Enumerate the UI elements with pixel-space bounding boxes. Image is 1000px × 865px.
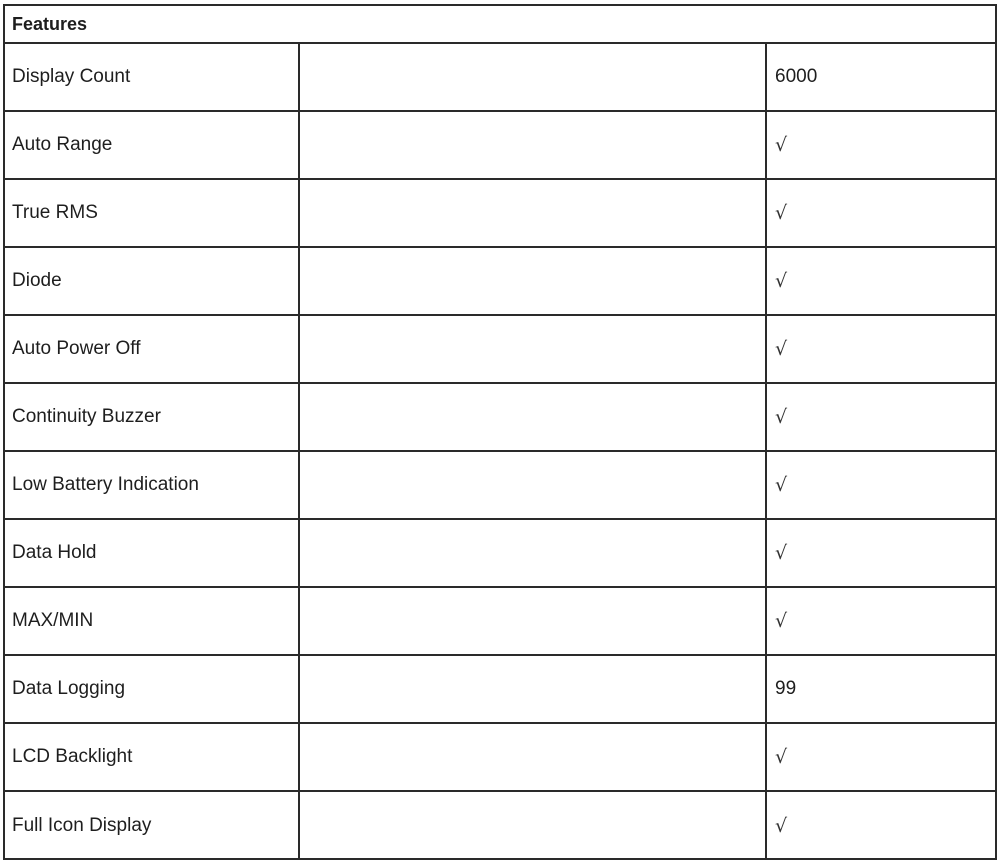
check-mark-icon: √ xyxy=(775,134,788,156)
feature-name-cell: Low Battery Indication xyxy=(5,452,300,518)
feature-name-cell: MAX/MIN xyxy=(5,588,300,654)
empty-cell xyxy=(300,520,767,586)
table-row xyxy=(5,452,995,520)
feature-name-cell: True RMS xyxy=(5,180,300,246)
feature-value-cell xyxy=(767,112,995,178)
table-row xyxy=(5,180,995,248)
feature-name-cell: Data Hold xyxy=(5,520,300,586)
feature-name-cell: Auto Range xyxy=(5,112,300,178)
table-row xyxy=(5,44,995,112)
check-mark-icon: √ xyxy=(775,202,788,224)
feature-value-cell xyxy=(767,452,995,518)
feature-value-cell xyxy=(767,180,995,246)
feature-value-cell xyxy=(767,520,995,586)
check-mark-icon: √ xyxy=(775,474,788,496)
feature-value-cell xyxy=(767,724,995,790)
feature-value: 99 xyxy=(775,678,797,699)
feature-value-cell xyxy=(767,248,995,314)
feature-value-cell xyxy=(767,588,995,654)
feature-value-cell xyxy=(767,792,995,859)
feature-name-cell: Data Logging xyxy=(5,656,300,722)
empty-cell xyxy=(300,112,767,178)
check-mark-icon: √ xyxy=(775,542,788,564)
feature-name-cell: Diode xyxy=(5,248,300,314)
empty-cell xyxy=(300,44,767,110)
feature-value-cell xyxy=(767,656,995,722)
check-mark-icon: √ xyxy=(775,270,788,292)
feature-name-cell: Auto Power Off xyxy=(5,316,300,382)
table-body xyxy=(5,44,995,859)
empty-cell xyxy=(300,384,767,450)
table-row xyxy=(5,588,995,656)
feature-name-cell: Continuity Buzzer xyxy=(5,384,300,450)
empty-cell xyxy=(300,316,767,382)
check-mark-icon: √ xyxy=(775,406,788,428)
feature-value-cell xyxy=(767,384,995,450)
table-row xyxy=(5,724,995,792)
feature-name-cell: Display Count xyxy=(5,44,300,110)
feature-value-cell xyxy=(767,44,995,110)
table-header: Features xyxy=(5,6,995,44)
table-row xyxy=(5,792,995,859)
check-mark-icon: √ xyxy=(775,338,788,360)
table-row xyxy=(5,656,995,724)
feature-value: 6000 xyxy=(775,66,818,87)
feature-name-cell: LCD Backlight xyxy=(5,724,300,790)
feature-value-cell xyxy=(767,316,995,382)
empty-cell xyxy=(300,180,767,246)
empty-cell xyxy=(300,248,767,314)
table-row xyxy=(5,520,995,588)
check-mark-icon: √ xyxy=(775,610,788,632)
empty-cell xyxy=(300,588,767,654)
table-row xyxy=(5,248,995,316)
check-mark-icon: √ xyxy=(775,746,788,768)
empty-cell xyxy=(300,724,767,790)
check-mark-icon: √ xyxy=(775,814,788,837)
empty-cell xyxy=(300,656,767,722)
empty-cell xyxy=(300,792,767,859)
table-row xyxy=(5,316,995,384)
features-table xyxy=(3,4,997,860)
table-row xyxy=(5,112,995,180)
empty-cell xyxy=(300,452,767,518)
table-row xyxy=(5,384,995,452)
feature-name-cell: Full Icon Display xyxy=(5,792,300,859)
